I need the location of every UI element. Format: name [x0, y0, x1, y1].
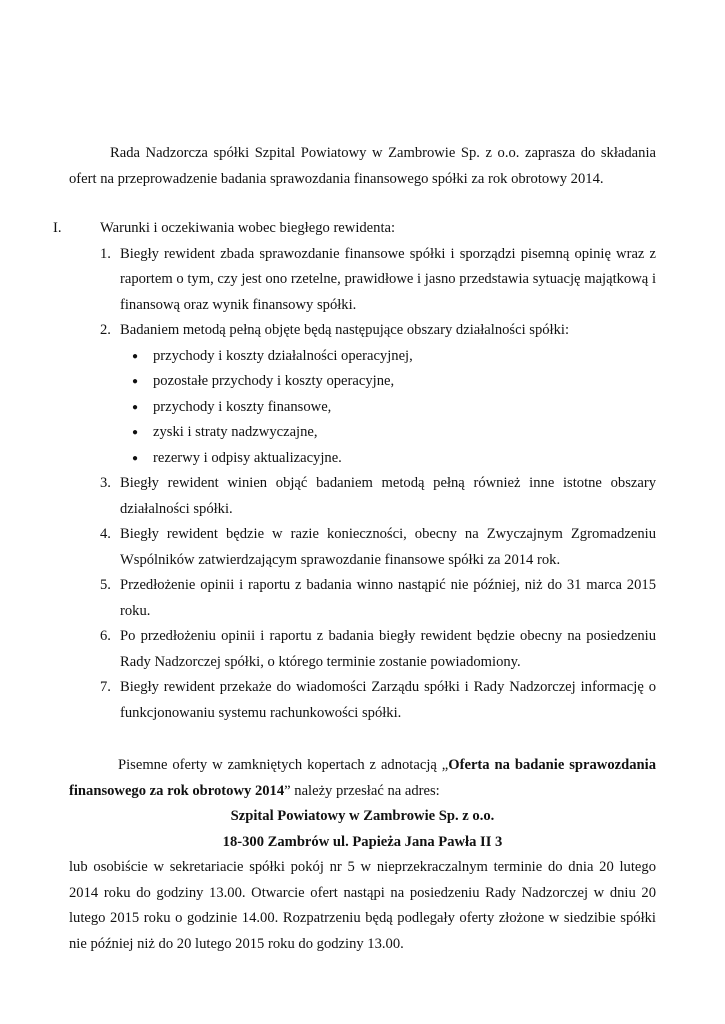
bullet-item	[132, 344, 656, 370]
intro-text: Rada Nadzorcza spółki Szpital Powiatowy w Zambrowie Sp. z o.o. zaprasza do składania ofert na przeprowadzenie badania sprawozdania finansowego spółki za rok obrotowy 2014.	[69, 145, 656, 187]
item-number: 5.	[100, 577, 111, 593]
list-item	[100, 522, 656, 573]
list-item	[100, 573, 656, 624]
submission-tail: ” należy przesłać na adres:	[284, 782, 440, 799]
bullet-item	[132, 420, 656, 446]
item-number: 7.	[100, 679, 111, 695]
item-text: Biegły rewident winien objąć badaniem metodą pełną również inne istotne obszary działalności spółki.	[120, 475, 656, 517]
address-line-1: Szpital Powiatowy w Zambrowie Sp. z o.o.	[230, 808, 495, 824]
item-text: Biegły rewident będzie w razie konieczności, obecny na Zwyczajnym Zgromadzeniu Wspólników zatwierdzającym sprawozdanie finansowe spółki za 2014 rok.	[120, 526, 656, 568]
conditions-list	[53, 242, 656, 727]
bullet-icon: ●	[132, 401, 139, 413]
item-text	[120, 318, 656, 471]
bullet-item	[132, 446, 656, 472]
bullet-text: przychody i koszty działalności operacyjnej,	[153, 347, 413, 364]
bullet-icon: ●	[132, 452, 139, 464]
item-number: 2.	[100, 322, 111, 338]
item-text-lead: Badaniem metodą pełną objęte będą następujące obszary działalności spółki:	[120, 322, 570, 338]
submission-paragraph	[69, 753, 656, 804]
intro-paragraph	[69, 141, 656, 192]
item-number: 3.	[100, 475, 111, 491]
bullet-item	[132, 395, 656, 421]
list-item	[100, 242, 656, 319]
bullet-icon: ●	[132, 376, 139, 387]
list-item	[100, 318, 656, 471]
list-item	[100, 624, 656, 675]
bullet-item	[132, 369, 656, 395]
item-text: Biegły rewident przekaże do wiadomości Zarządu spółki i Rady Nadzorczej informację o funkcjonowaniu systemu rachunkowości spółki.	[120, 679, 656, 721]
section-heading	[53, 216, 656, 242]
section-conditions	[53, 216, 656, 726]
bullet-icon: ●	[132, 427, 139, 438]
bullet-text: zyski i straty nadzwyczajne,	[153, 424, 318, 440]
item-text: Po przedłożeniu opinii i raportu z badania biegły rewident będzie obecny na posiedzeniu Rady Nadzorczej spółki, o którego terminie zostanie powiadomiony.	[120, 628, 656, 670]
closing-block	[69, 753, 656, 957]
list-item	[100, 675, 656, 726]
bullet-text: rezerwy i odpisy aktualizacyjne.	[153, 449, 342, 466]
item-number: 6.	[100, 628, 111, 644]
address-line-2: 18-300 Zambrów ul. Papieża Jana Pawła II 3	[222, 833, 503, 850]
areas-bullet-list	[120, 344, 656, 472]
section-heading-text: Warunki i oczekiwania wobec biegłego rewidenta:	[100, 220, 396, 236]
bullet-text: przychody i koszty finansowe,	[153, 398, 332, 415]
section-number: I.	[53, 220, 62, 236]
bullet-text: pozostałe przychody i koszty operacyjne,	[153, 373, 395, 389]
bullet-icon: ●	[132, 350, 139, 362]
submission-annotation: Oferta na badanie sprawozdania finansowego za rok obrotowy 2014	[69, 757, 656, 799]
item-number: 4.	[100, 526, 111, 542]
item-text: Przedłożenie opinii i raportu z badania winno nastąpić nie później, niż do 31 marca 2015 roku.	[120, 577, 656, 619]
submission-lead: Pisemne oferty w zamkniętych kopertach z adnotacją „	[118, 757, 449, 773]
item-text: Biegły rewident zbada sprawozdanie finansowe spółki i sporządzi pisemną opinię wraz z raportem o tym, czy jest ono rzetelne, prawidłowe i jasno przedstawia sytuację majątkową i finansową oraz wynik finansowy spółki.	[120, 245, 656, 313]
deadline-paragraph: lub osobiście w sekretariacie spółki pokój nr 5 w nieprzekraczalnym terminie do dnia 20 lutego 2014 roku do godziny 13.00. Otwarcie ofert nastąpi na posiedzeniu Rady Nadzorczej w dniu 20 lutego 2015 roku o godzinie 14.00. Rozpatrzeniu będą podlegały oferty złożone w siedzibie spółki nie później niż do 20 lutego 2015 roku do godziny 13.00.	[69, 859, 656, 952]
item-number: 1.	[100, 245, 111, 262]
list-item	[100, 471, 656, 522]
